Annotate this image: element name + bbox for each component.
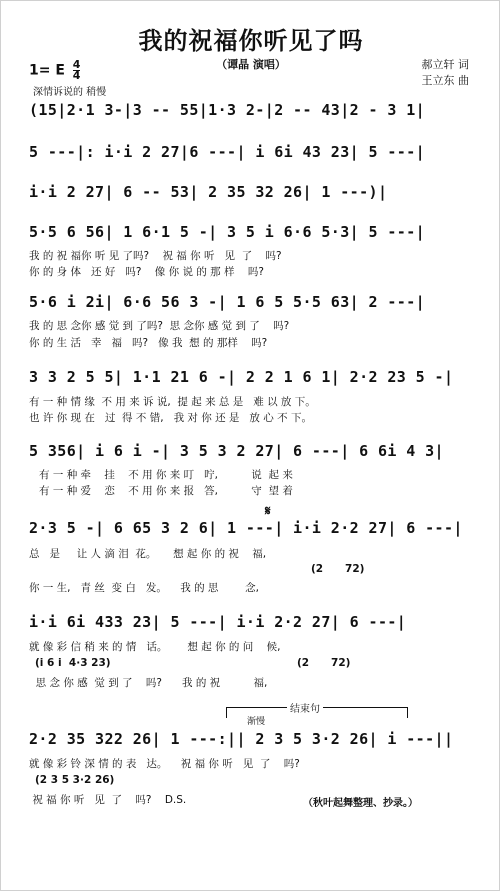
- lyric-line-6a: 有 一 种 情 缘 不 用 来 诉 说, 提 起 来 总 是 难 以 放 下。: [29, 396, 316, 408]
- lyric-line-9b: 思 念 你 感 觉 到 了 吗? 我 的 祝 福,: [29, 677, 268, 689]
- slower-marking: 渐慢: [247, 717, 266, 727]
- song-title: 我的祝福你听见了吗: [138, 27, 364, 55]
- notation-line-7: 5 356| i 6 i -| 3 5 3 2 27| 6 ---| 6 6i 4 3|: [29, 442, 444, 460]
- time-signature: [73, 60, 81, 81]
- time-unit: 4: [72, 69, 81, 82]
- lyric-line-10b: 祝 福 你 听 见 了 吗? D.S.: [29, 794, 187, 806]
- notation-line-9: i·i 6i 433 23| 5 ---| i·i 2·2 27| 6 ---|: [29, 613, 407, 631]
- lyric-line-4a: 我 的 祝 福你 听 见 了吗? 祝 福 你 听 见 了 吗?: [29, 250, 282, 262]
- sub-notes-2: (i 6 i 4·3 23): [35, 657, 111, 669]
- lyric-line-9a: 就 像 彩 信 稍 来 的 情 话。 想 起 你 的 问 候,: [29, 641, 281, 653]
- tempo-marking: 深情诉说的 稍慢: [33, 87, 107, 98]
- source-note: （秋叶起舞整理、抄录。）: [303, 798, 418, 809]
- key-text: 1= E: [29, 62, 65, 79]
- segno-sign: 𝄋: [265, 504, 271, 519]
- lyric-line-4b: 你 的 身 体 还 好 吗? 像 你 说 的 那 样 吗?: [29, 266, 264, 278]
- key-signature: [29, 60, 80, 81]
- notation-line-5: 5·6 i 2i| 6·6 56 3 -| 1 6 5 5·5 63| 2 ---|: [29, 293, 426, 311]
- lyric-line-8a: 总 是 让 人 滴 泪 花。 想 起 你 的 祝 福,: [29, 548, 267, 560]
- notation-line-10: 2·2 35 322 26| 1 ---:|| 2 3 5 3·2 26| i ---||: [29, 730, 454, 748]
- lyricist: 郝立轩 词: [421, 58, 469, 71]
- ending-label: 结束句: [287, 700, 323, 715]
- lyric-line-5a: 我 的 思 念你 感 觉 到 了吗? 思 念你 感 觉 到 了 吗?: [29, 320, 290, 332]
- notation-line-6: 3 3 2 5 5| 1·1 21 6 -| 2 2 1 6 1| 2·2 23 5 -|: [29, 368, 454, 386]
- lyric-line-10a: 就 像 彩 铃 深 情 的 表 达。 祝 福 你 听 见 了 吗?: [29, 758, 300, 770]
- notation-line-8: 2·3 5 -| 6 65 3 2 6| 1 ---| i·i 2·2 27| 6 ---|: [29, 519, 463, 537]
- credits: [422, 57, 470, 89]
- time-beats: 4: [72, 58, 81, 71]
- sub-notes-3: (2 72): [297, 657, 351, 669]
- notation-line-2: 5 ---|: i·i 2 27|6 ---| i 6i 43 23| 5 ---|: [29, 143, 426, 161]
- lyric-line-7a: 有 一 种 牵 挂 不 用 你 来 叮 咛, 说 起 来: [29, 469, 293, 481]
- notation-line-4: 5·5 6 56| 1 6·1 5 -| 3 5 i 6·6 5·3| 5 ---|: [29, 223, 426, 241]
- notation-line-1: (15|2·1 3-|3 -- 55|1·3 2-|2 -- 43|2 - 3 1|: [29, 101, 426, 119]
- sub-notes-1: (2 72): [311, 563, 365, 575]
- sub-notes-4: (2 3 5 3·2 26): [35, 774, 115, 786]
- notation-line-3: i·i 2 27| 6 -- 53| 2 35 32 26| 1 ---)|: [29, 183, 388, 201]
- lyric-line-8b: 你 一 生, 青 丝 变 白 发。 我 的 思 念,: [29, 582, 259, 594]
- singer-credit: （谭晶 演唱）: [216, 58, 286, 71]
- lyric-line-6b: 也 许 你 现 在 过 得 不 错, 我 对 你 还 是 放 心 不 下。: [29, 412, 312, 424]
- lyric-line-5b: 你 的 生 活 幸 福 吗? 像 我 想 的 那样 吗?: [29, 337, 268, 349]
- lyric-line-7b: 有 一 种 爱 恋 不 用 你 来 报 答, 守 望 着: [29, 485, 293, 497]
- composer: 王立东 曲: [421, 74, 469, 87]
